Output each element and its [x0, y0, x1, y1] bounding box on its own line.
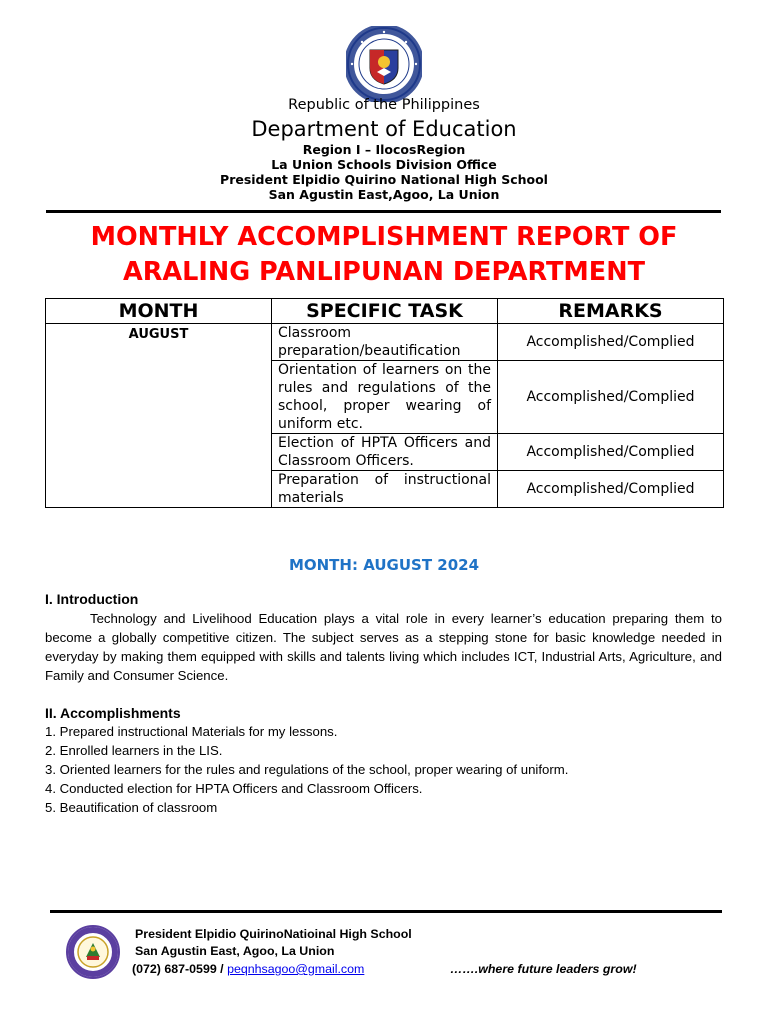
remark-cell: Accomplished/Complied [498, 324, 724, 361]
deped-seal-logo [346, 26, 422, 102]
task-cell: Classroom preparation/beautification [272, 324, 498, 361]
task-cell: Orientation of learners on the rules and regulations of the school, proper wearing of uniform etc. [272, 361, 498, 434]
report-title-line-1: MONTHLY ACCOMPLISHMENT REPORT OF [90, 222, 678, 252]
list-item: 1. Prepared instructional Materials for my lessons. [45, 724, 338, 739]
division-line: La Union Schools Division Office [271, 157, 497, 172]
school-line: President Elpidio Quirino National High School [220, 172, 548, 187]
remark-cell: Accomplished/Complied [498, 434, 724, 471]
list-item: 3. Oriented learners for the rules and regulations of the school, proper wearing of uniform. [45, 762, 569, 777]
report-title-line-2: ARALING PANLIPUNAN DEPARTMENT [123, 257, 645, 287]
column-header-task: SPECIFIC TASK [272, 299, 498, 324]
accomplishments-heading: II. Accomplishments [45, 705, 181, 721]
footer-contact [132, 961, 364, 978]
month-cell: AUGUST [46, 324, 272, 508]
footer-address: San Agustin East, Agoo, La Union [135, 944, 335, 958]
introduction-heading: I. Introduction [45, 591, 139, 607]
task-cell: Preparation of instructional materials [272, 471, 498, 508]
remark-cell: Accomplished/Complied [498, 361, 724, 434]
list-item: 5. Beautification of classroom [45, 800, 218, 815]
footer-divider [50, 910, 722, 913]
republic-line: Republic of the Philippines [288, 97, 480, 113]
task-cell: Election of HPTA Officers and Classroom Officers. [272, 434, 498, 471]
footer-tagline: …….where future leaders grow! [450, 962, 637, 976]
accomplishments-list [45, 722, 568, 817]
month-heading: MONTH: AUGUST 2024 [288, 556, 480, 574]
introduction-paragraph: Technology and Livelihood Education plays a vital role in every learner’s education preparing them to become a globally competitive citizen. The subject serves as a stepping stone for basic knowledge needed in everyday by making them equipped with skills and talents living which includes ICT, Industrial Arts, Agriculture, and Family and Consumer Science. [45, 611, 722, 683]
address-line: San Agustin East,Agoo, La Union [268, 187, 500, 202]
column-header-month: MONTH [46, 299, 272, 324]
task-table [45, 298, 724, 508]
department-name: Department of Education [251, 117, 517, 141]
school-seal-logo [66, 925, 120, 979]
list-item: 4. Conducted election for HPTA Officers and Classroom Officers. [45, 781, 423, 796]
remark-cell: Accomplished/Complied [498, 471, 724, 508]
footer-school-name: President Elpidio QuirinoNatioinal High School [135, 927, 412, 941]
region-line: Region I – IlocosRegion [302, 142, 466, 157]
header-divider [46, 210, 721, 213]
footer-phone: (072) 687-0599 / [132, 962, 224, 976]
table-row [46, 324, 724, 361]
footer-email-link[interactable]: peqnhsagoo@gmail.com [227, 962, 365, 976]
list-item: 2. Enrolled learners in the LIS. [45, 743, 223, 758]
table-header-row [46, 299, 724, 324]
column-header-remarks: REMARKS [498, 299, 724, 324]
report-title [0, 220, 768, 290]
